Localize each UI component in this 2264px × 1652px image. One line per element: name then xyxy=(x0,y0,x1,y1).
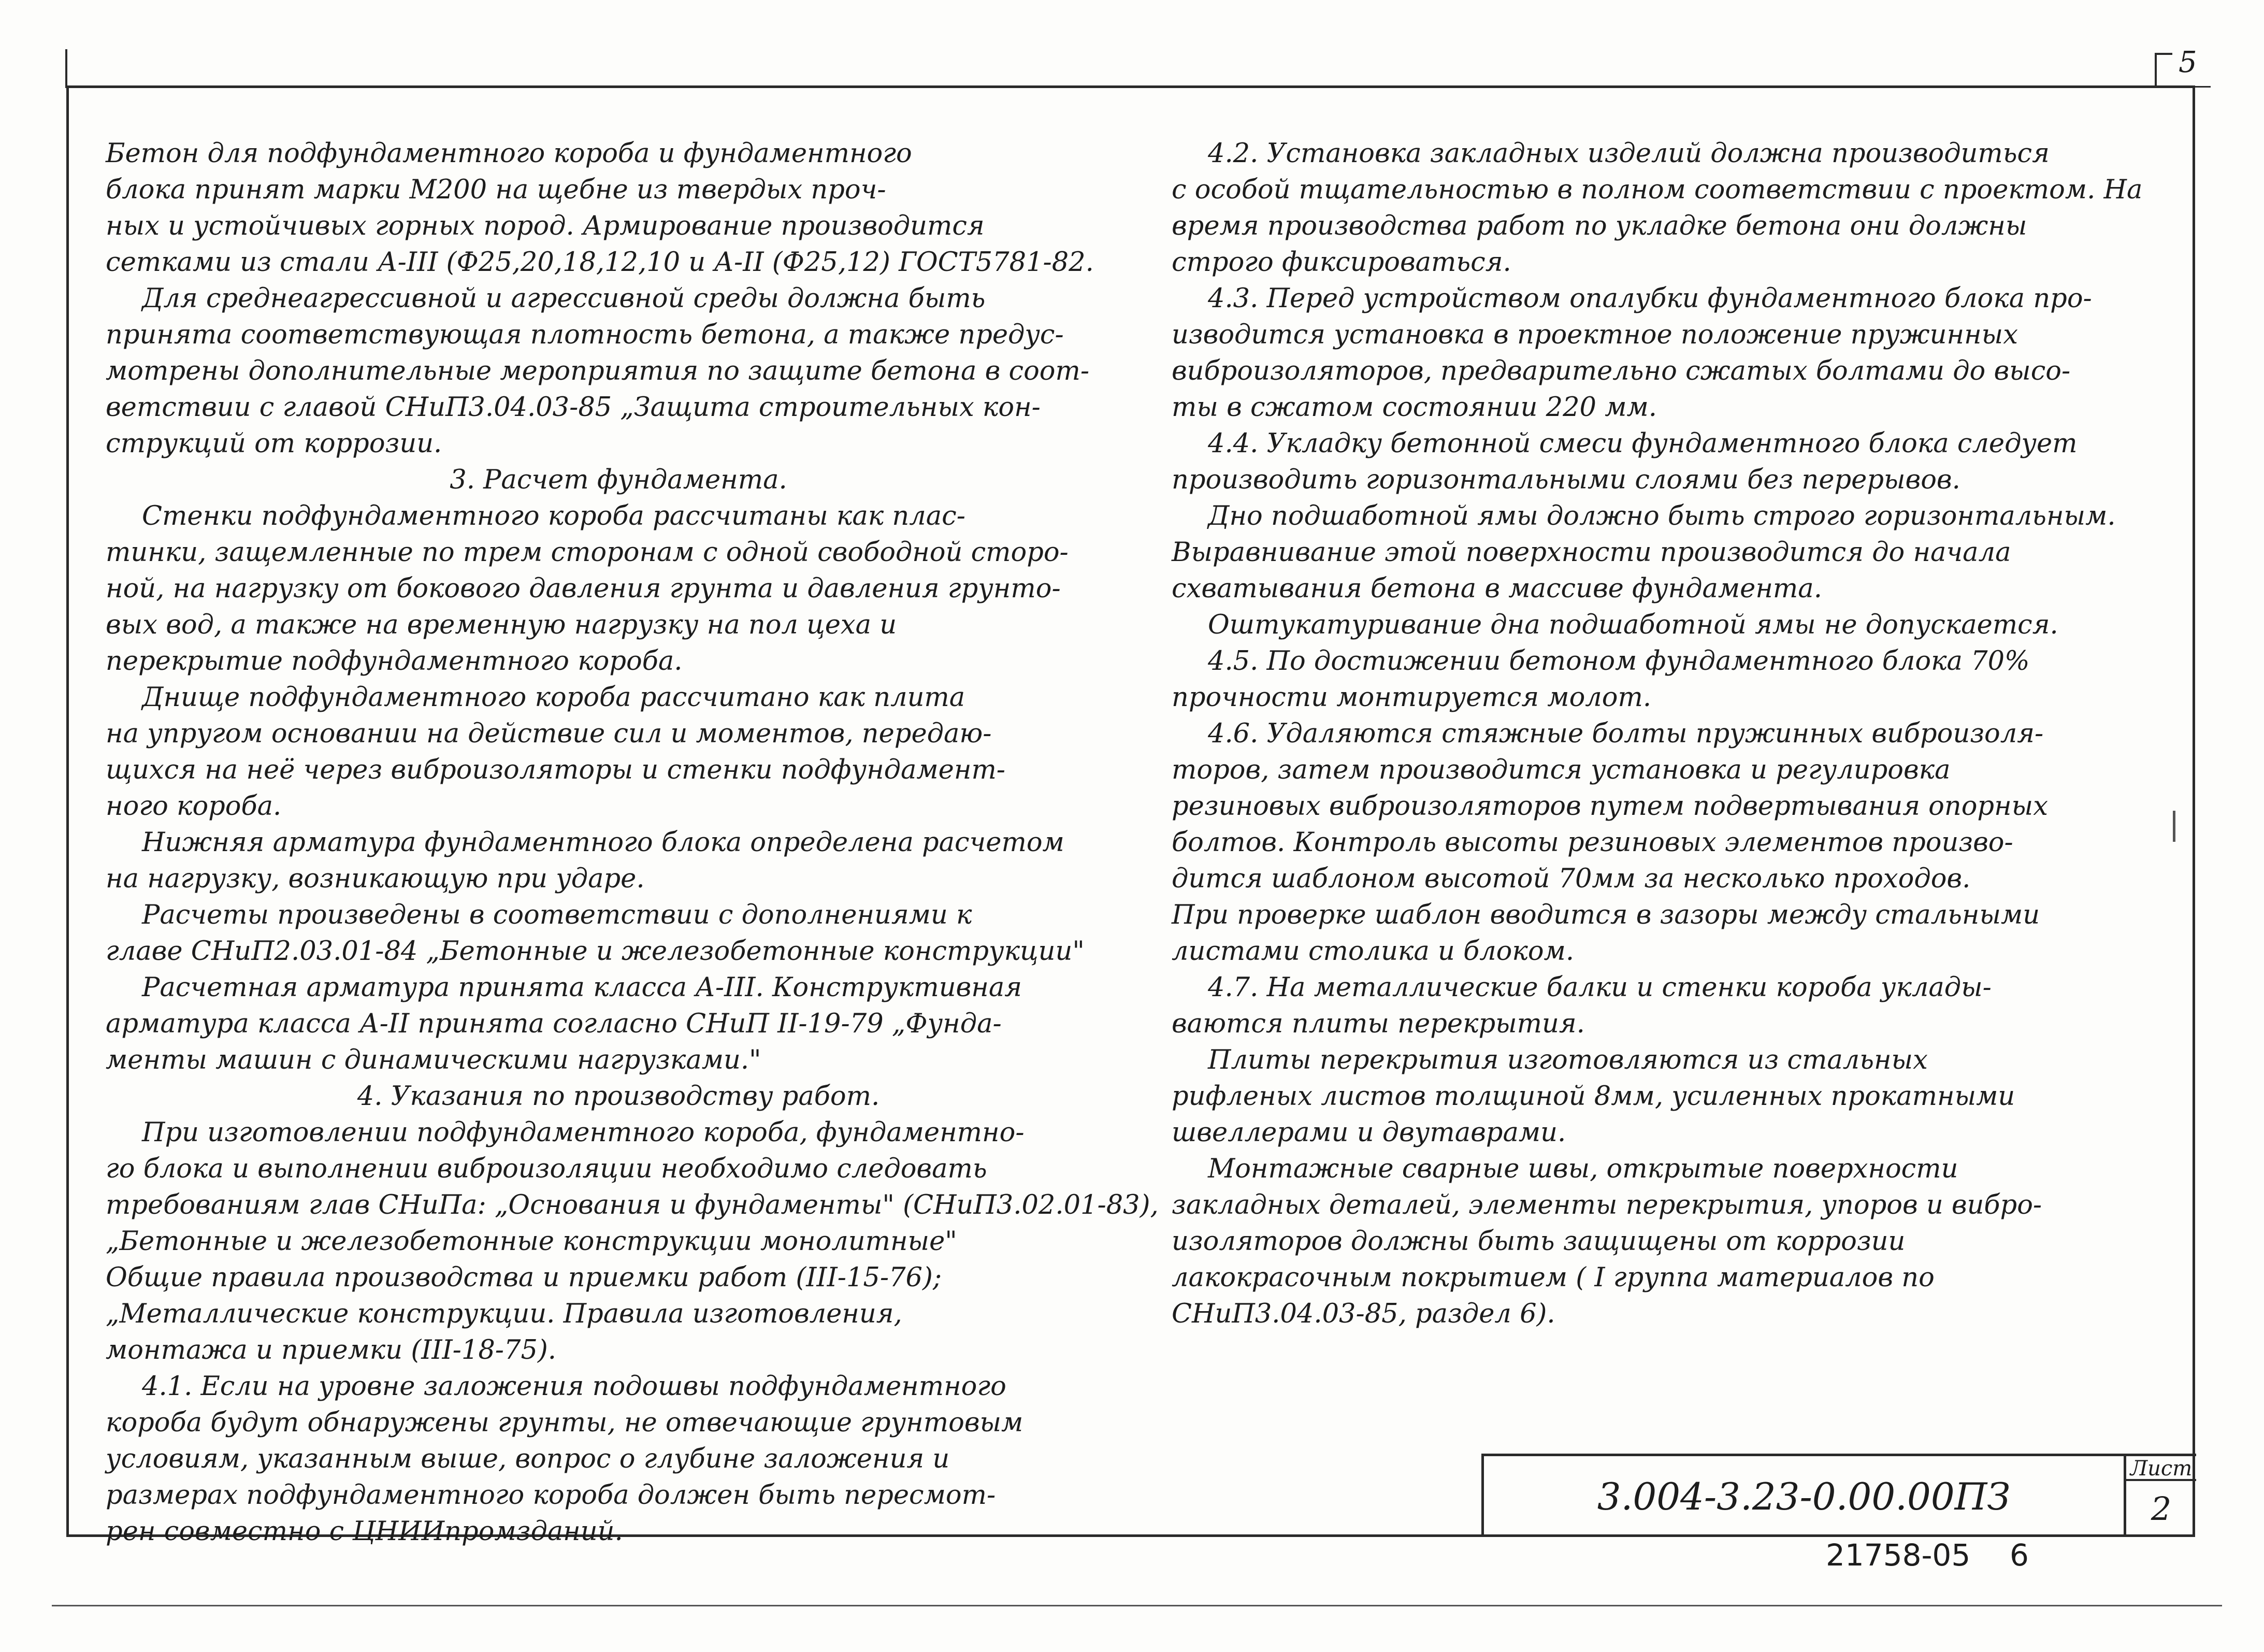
left-column-line: рен совместно с ЦНИИпромзданий. xyxy=(106,1516,623,1547)
right-column-line: Монтажные сварные швы, открытые поверхности xyxy=(1208,1154,1958,1184)
left-column-line: Расчетная арматура принята класса А-III. Конструктивная xyxy=(142,972,1022,1003)
right-column-line: изоляторов должны быть защищены от коррозии xyxy=(1172,1226,1906,1257)
right-column-line: ваются плиты перекрытия. xyxy=(1172,1009,1585,1039)
left-column-line: требованиям глав СНиПа: „Основания и фундаменты" (СНиП3.02.01-83), xyxy=(106,1190,1159,1220)
left-column-line: 3. Расчет фундамента. xyxy=(450,465,787,495)
left-column-line: ной, на нагрузку от бокового давления грунта и давления грунто- xyxy=(106,573,1061,604)
right-column-line: листами столика и блоком. xyxy=(1172,936,1575,967)
right-column-line: Дно подшаботной ямы должно быть строго горизонтальным. xyxy=(1208,501,2116,531)
right-column-line: 4.5. По достижении бетоном фундаментного блока 70% xyxy=(1208,646,2030,677)
bottom-rule xyxy=(52,1605,2222,1606)
right-column-line: 4.4. Укладку бетонной смеси фундаментного блока следует xyxy=(1208,428,2078,459)
sheet-number: 2 xyxy=(2151,1490,2172,1528)
right-column-line: закладных деталей, элементы перекрытия, упоров и вибро- xyxy=(1172,1190,2042,1220)
left-column-line: ного короба. xyxy=(106,791,282,822)
left-column-line: размерах подфундаментного короба должен быть пересмот- xyxy=(106,1480,996,1511)
right-column-line: с особой тщательностью в полном соответствии с проектом. На xyxy=(1172,175,2143,205)
page-corner-number xyxy=(2155,46,2213,87)
right-text-column xyxy=(1172,136,2182,1332)
sheet-cell xyxy=(2126,1456,2196,1536)
left-column-line: сетками из стали А-III (Ф25,20,18,12,10 и А-II (Ф25,12) ГОСТ5781-82. xyxy=(106,247,1094,278)
corner-hook xyxy=(2155,53,2172,87)
left-column-line: на упругом основании на действие сил и моментов, передаю- xyxy=(106,719,992,749)
right-column-line: резиновых виброизоляторов путем подвертывания опорных xyxy=(1172,791,2048,822)
right-column-line: рифленых листов толщиной 8мм, усиленных прокатными xyxy=(1172,1081,2015,1112)
corner-underline xyxy=(2174,86,2211,88)
left-column-line: блока принят марки М200 на щебне из твердых проч- xyxy=(106,175,886,205)
left-column-line: 4. Указания по производству работ. xyxy=(357,1081,880,1112)
right-column-line: производить горизонтальными слоями без перерывов. xyxy=(1172,465,1960,495)
left-column-line: ветствии с главой СНиП3.04.03-85 „Защита строительных кон- xyxy=(106,392,1041,423)
right-column-line: СНиП3.04.03-85, раздел 6). xyxy=(1172,1299,1555,1329)
right-column-line: швеллерами и двутаврами. xyxy=(1172,1117,1566,1148)
right-column-line: лакокрасочным покрытием ( I группа материалов по xyxy=(1172,1262,1935,1293)
left-column-line: монтажа и приемки (III-18-75). xyxy=(106,1335,557,1366)
right-column-line: Плиты перекрытия изготовляются из стальных xyxy=(1208,1045,1928,1075)
left-column-line: „Бетонные и железобетонные конструкции монолитные" xyxy=(106,1226,957,1257)
right-column-line: 4.6. Удаляются стяжные болты пружинных виброизоля- xyxy=(1208,719,2044,749)
frame-corner-tick xyxy=(65,49,67,88)
left-column-line: „Металлические конструкции. Правила изготовления, xyxy=(106,1299,902,1329)
left-column-line: принята соответствующая плотность бетона, а также предус- xyxy=(106,320,1064,350)
right-column-line: прочности монтируется молот. xyxy=(1172,682,1652,713)
sheet-label: Лист xyxy=(2126,1456,2196,1481)
left-column-line: главе СНиП2.03.01-84 „Бетонные и железобетонные конструкции" xyxy=(106,936,1085,967)
right-column-line: время производства работ по укладке бетона они должны xyxy=(1172,211,2027,241)
left-column-line: вых вод, а также на временную нагрузку на пол цеха и xyxy=(106,610,897,640)
right-column-line: ты в сжатом состоянии 220 мм. xyxy=(1172,392,1657,423)
right-column-line: схватывания бетона в массиве фундамента. xyxy=(1172,573,1822,604)
left-column-line: перекрытие подфундаментного короба. xyxy=(106,646,683,677)
right-column-line: При проверке шаблон вводится в зазоры между стальными xyxy=(1172,900,2040,930)
left-column-line: Днище подфундаментного короба рассчитано как плита xyxy=(142,682,965,713)
left-column-line: 4.1. Если на уровне заложения подошвы подфундаментного xyxy=(142,1371,1006,1402)
right-column-line: изводится установка в проектное положение пружинных xyxy=(1172,320,2018,350)
left-column-line: щихся на неё через виброизоляторы и стенки подфундамент- xyxy=(106,755,1006,785)
right-column-line: строго фиксироваться. xyxy=(1172,247,1511,278)
left-column-line: струкций от коррозии. xyxy=(106,428,442,459)
left-column-line: короба будут обнаружены грунты, не отвечающие грунтовым xyxy=(106,1407,1023,1438)
left-column-line: менты машин с динамическими нагрузками." xyxy=(106,1045,761,1075)
right-column-line: 4.7. На металлические балки и стенки короба уклады- xyxy=(1208,972,1992,1003)
left-column-line: Стенки подфундаментного короба рассчитаны как плас- xyxy=(142,501,965,531)
left-column-line: Расчеты произведены в соответствии с дополнениями к xyxy=(142,900,972,930)
left-column-line: го блока и выполнении виброизоляции необходимо следовать xyxy=(106,1154,987,1184)
left-column-line: на нагрузку, возникающую при ударе. xyxy=(106,864,645,894)
left-column-line: Для среднеагрессивной и агрессивной среды должна быть xyxy=(142,283,986,314)
document-code: 3.004-3.23-0.00.00ПЗ xyxy=(1484,1456,2126,1536)
corner-number: 5 xyxy=(2179,46,2197,79)
right-column-line: виброизоляторов, предварительно сжатых болтами до высо- xyxy=(1172,356,2071,386)
right-column-line: Выравнивание этой поверхности производится до начала xyxy=(1172,537,2011,568)
left-column-line: Общие правила производства и приемки работ (III-15-76); xyxy=(106,1262,942,1293)
right-column-line: 4.2. Установка закладных изделий должна производиться xyxy=(1208,138,2050,169)
left-column-line: Бетон для подфундаментного короба и фундаментного xyxy=(106,138,912,169)
right-column-line: болтов. Контроль высоты резиновых элементов произво- xyxy=(1172,827,2013,858)
right-column-line: дится шаблоном высотой 70мм за несколько проходов. xyxy=(1172,864,1971,894)
title-block xyxy=(1481,1454,2196,1536)
right-column-line: 4.3. Перед устройством опалубки фундаментного блока про- xyxy=(1208,283,2092,314)
left-column-line: мотрены дополнительные мероприятия по защите бетона в соот- xyxy=(106,356,1090,386)
left-column-line: При изготовлении подфундаментного короба, фундаментно- xyxy=(142,1117,1025,1148)
margin-tick-mark xyxy=(2173,811,2175,842)
left-text-column xyxy=(106,136,1159,1550)
archive-number: 21758-05 xyxy=(1826,1538,1971,1573)
left-column-line: ных и устойчивых горных пород. Армирование производится xyxy=(106,211,985,241)
left-column-line: тинки, защемленные по трем сторонам с одной свободной сторо- xyxy=(106,537,1069,568)
left-column-line: условиям, указанным выше, вопрос о глубине заложения и xyxy=(106,1444,950,1474)
left-column-line: Нижняя арматура фундаментного блока определена расчетом xyxy=(142,827,1064,858)
left-column-line: арматура класса А-II принята согласно СНиП II-19-79 „Фунда- xyxy=(106,1009,1002,1039)
archive-sheet: 6 xyxy=(2010,1538,2029,1573)
right-column-line: Оштукатуривание дна подшаботной ямы не допускается. xyxy=(1208,610,2058,640)
right-column-line: торов, затем производится установка и регулировка xyxy=(1172,755,1951,785)
